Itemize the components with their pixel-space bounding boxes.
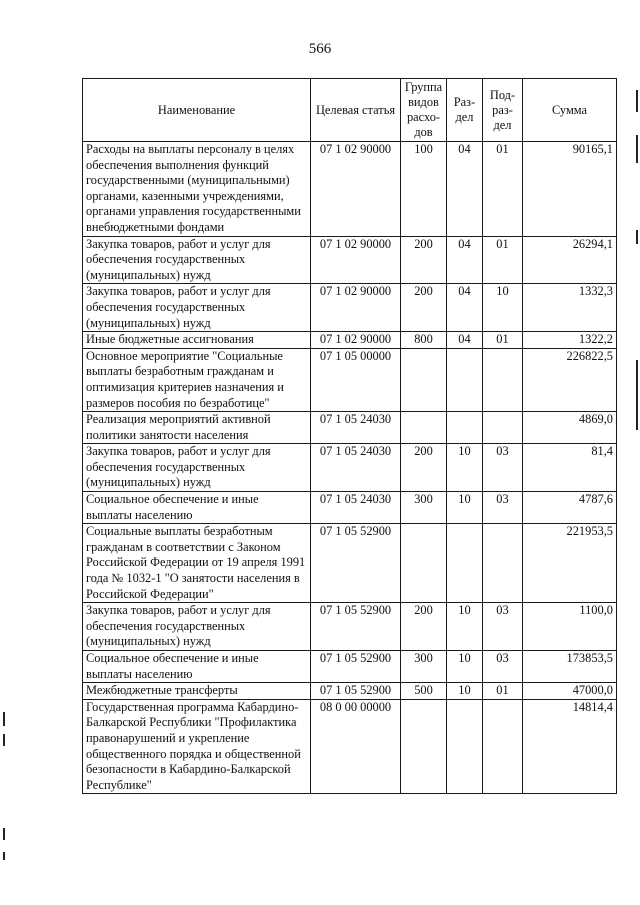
budget-table [82, 78, 617, 794]
column-header-code: Целевая статья [311, 79, 401, 142]
row-section [447, 699, 483, 794]
table-row [83, 603, 617, 651]
table-row [83, 492, 617, 524]
scan-edge-mark [3, 828, 5, 840]
row-subsection: 01 [483, 332, 523, 349]
row-section: 10 [447, 603, 483, 651]
scan-edge-mark [636, 230, 638, 244]
row-group [401, 348, 447, 411]
row-code: 07 1 02 90000 [311, 142, 401, 237]
column-header-subsection: Под-раз-дел [483, 79, 523, 142]
row-subsection: 03 [483, 492, 523, 524]
row-code: 07 1 02 90000 [311, 236, 401, 284]
scan-edge-mark [636, 90, 638, 112]
row-name: Социальные выплаты безработным гражданам в соответствии с Законом Российской Федерации от 19 апреля 1991 года № 1032-1 "О занятости населения в Российской Федерации" [83, 524, 311, 603]
row-subsection: 01 [483, 142, 523, 237]
row-section: 10 [447, 444, 483, 492]
row-subsection [483, 524, 523, 603]
row-sum: 26294,1 [523, 236, 617, 284]
row-subsection: 03 [483, 444, 523, 492]
row-subsection: 01 [483, 236, 523, 284]
scan-edge-mark [3, 712, 5, 726]
row-subsection [483, 412, 523, 444]
row-section: 04 [447, 284, 483, 332]
row-code: 07 1 05 24030 [311, 492, 401, 524]
row-sum: 1100,0 [523, 603, 617, 651]
table-row [83, 236, 617, 284]
row-code: 07 1 05 52900 [311, 683, 401, 700]
row-name: Закупка товаров, работ и услуг для обеспечения государственных (муниципальных) нужд [83, 603, 311, 651]
row-code: 07 1 05 52900 [311, 603, 401, 651]
row-sum: 173853,5 [523, 651, 617, 683]
row-code: 07 1 05 52900 [311, 524, 401, 603]
row-section [447, 412, 483, 444]
row-code: 07 1 05 24030 [311, 412, 401, 444]
scan-edge-mark [636, 360, 638, 430]
table-row [83, 651, 617, 683]
row-group [401, 699, 447, 794]
row-sum: 90165,1 [523, 142, 617, 237]
table-row [83, 284, 617, 332]
row-subsection: 03 [483, 603, 523, 651]
row-group: 200 [401, 236, 447, 284]
row-code: 08 0 00 00000 [311, 699, 401, 794]
row-name: Межбюджетные трансферты [83, 683, 311, 700]
row-code: 07 1 02 90000 [311, 284, 401, 332]
row-group: 500 [401, 683, 447, 700]
row-sum: 221953,5 [523, 524, 617, 603]
row-section: 10 [447, 651, 483, 683]
row-group: 200 [401, 444, 447, 492]
row-group: 200 [401, 603, 447, 651]
row-name: Иные бюджетные ассигнования [83, 332, 311, 349]
row-group [401, 524, 447, 603]
table-header-row [83, 79, 617, 142]
row-code: 07 1 05 00000 [311, 348, 401, 411]
row-name: Основное мероприятие "Социальные выплаты безработным гражданам и оптимизация критериев назначения и размеров пособия по безработице" [83, 348, 311, 411]
column-header-name: Наименование [83, 79, 311, 142]
row-group: 300 [401, 651, 447, 683]
scan-edge-mark [636, 135, 638, 163]
scan-edge-mark [3, 852, 5, 860]
row-sum: 1332,3 [523, 284, 617, 332]
row-subsection: 01 [483, 683, 523, 700]
row-section [447, 524, 483, 603]
row-sum: 14814,4 [523, 699, 617, 794]
row-section: 10 [447, 492, 483, 524]
row-section: 04 [447, 332, 483, 349]
row-subsection [483, 699, 523, 794]
scan-edge-mark [3, 734, 5, 746]
table-row [83, 699, 617, 794]
row-section: 04 [447, 236, 483, 284]
row-name: Реализация мероприятий активной политики занятости населения [83, 412, 311, 444]
page-number: 566 [308, 41, 332, 57]
row-subsection: 03 [483, 651, 523, 683]
table-row [83, 524, 617, 603]
row-name: Закупка товаров, работ и услуг для обеспечения государственных (муниципальных) нужд [83, 284, 311, 332]
row-sum: 226822,5 [523, 348, 617, 411]
row-group: 800 [401, 332, 447, 349]
row-code: 07 1 05 52900 [311, 651, 401, 683]
table-row [83, 444, 617, 492]
row-sum: 47000,0 [523, 683, 617, 700]
column-header-section: Раз-дел [447, 79, 483, 142]
table-row [83, 412, 617, 444]
row-name: Социальное обеспечение и иные выплаты населению [83, 651, 311, 683]
table-row [83, 348, 617, 411]
row-name: Государственная программа Кабардино-Балкарской Республики "Профилактика правонарушений и укрепление общественного порядка и общественной безопасности в Кабардино-Балкарской Республике" [83, 699, 311, 794]
row-subsection: 10 [483, 284, 523, 332]
row-section: 10 [447, 683, 483, 700]
row-name: Закупка товаров, работ и услуг для обеспечения государственных (муниципальных) нужд [83, 236, 311, 284]
row-sum: 1322,2 [523, 332, 617, 349]
row-group: 100 [401, 142, 447, 237]
row-group: 300 [401, 492, 447, 524]
row-sum: 4787,6 [523, 492, 617, 524]
table-row [83, 332, 617, 349]
column-header-group: Группа видов расхо-дов [401, 79, 447, 142]
row-sum: 4869,0 [523, 412, 617, 444]
row-code: 07 1 02 90000 [311, 332, 401, 349]
column-header-sum: Сумма [523, 79, 617, 142]
table-row [83, 683, 617, 700]
row-subsection [483, 348, 523, 411]
row-name: Расходы на выплаты персоналу в целях обеспечения выполнения функций государственными (муниципальными) органами, казенными учреждениями, органами управления государственными внебюджетными фондами [83, 142, 311, 237]
row-section: 04 [447, 142, 483, 237]
row-code: 07 1 05 24030 [311, 444, 401, 492]
row-section [447, 348, 483, 411]
row-name: Закупка товаров, работ и услуг для обеспечения государственных (муниципальных) нужд [83, 444, 311, 492]
row-sum: 81,4 [523, 444, 617, 492]
table-row [83, 142, 617, 237]
row-group: 200 [401, 284, 447, 332]
row-name: Социальное обеспечение и иные выплаты населению [83, 492, 311, 524]
row-group [401, 412, 447, 444]
